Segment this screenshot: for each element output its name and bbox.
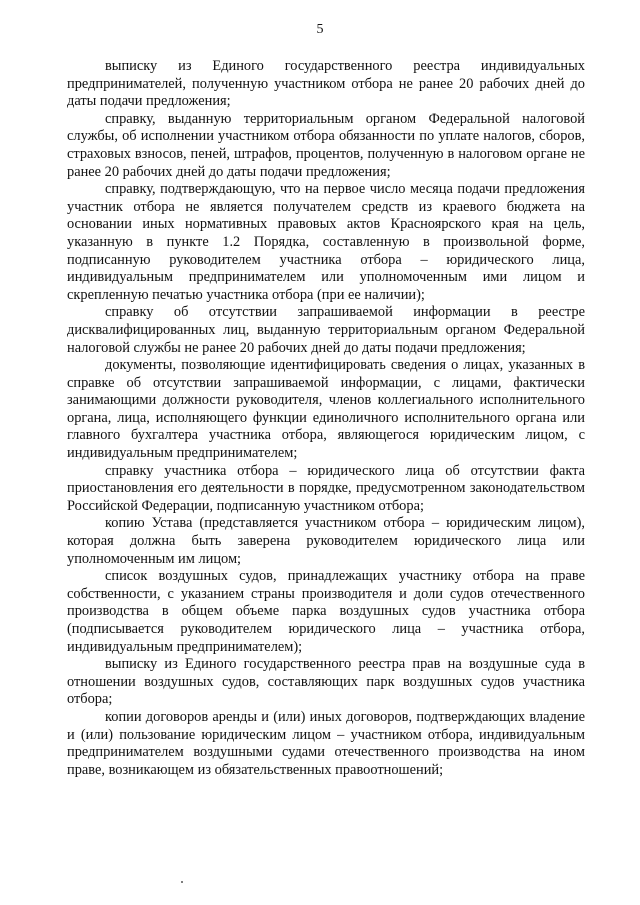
paragraph-aircraft-registry-extract: выписку из Единого государственного реестра прав на воздушные суда в отношении воздушных судов, составляющих парк воздушных судов участника отбора;	[67, 656, 585, 708]
page-number: 5	[316, 22, 324, 37]
paragraph-charter-copy: копию Устава (представляется участником отбора – юридическим лицом), которая должна быть заверена руководителем юридического лица или уполномоченным им лицом;	[67, 515, 585, 567]
paragraph-lease-agreements: копии договоров аренды и (или) иных договоров, подтверждающих владение и (или) пользование юридическим лицом – участником отбора, индивидуальным предпринимателем воздушными судами отечественного производства на ином праве, возникающем из обязательственных правоотношений;	[67, 708, 585, 778]
paragraph-tax-certificate: справку, выданную территориальным органом Федеральной налоговой службы, об исполнении участником отбора обязанности по уплате налогов, сборов, страховых взносов, пеней, штрафов, процентов, полученную в налоговом органе не ранее 20 рабочих дней до даты подачи предложения;	[67, 110, 585, 180]
scan-artifact	[181, 881, 183, 883]
document-body	[67, 58, 585, 779]
paragraph-aircraft-list: список воздушных судов, принадлежащих участнику отбора на праве собственности, с указанием страны производителя и доли судов отечественного производства в общем объеме парка воздушных судов участника отбора (подписывается руководителем юридического лица – участника отбора, индивидуальным предпринимателем);	[67, 568, 585, 655]
paragraph-no-suspension-certificate: справку участника отбора – юридического лица об отсутствии факта приостановления его деятельности в порядке, предусмотренном законодательством Российской Федерации, подписанную участником отбора;	[67, 462, 585, 514]
paragraph-no-budget-funds-certificate: справку, подтверждающую, что на первое число месяца подачи предложения участник отбора не является получателем средств из краевого бюджета на основании иных нормативных правовых актов Красноярского края на цель, указанную в пункте 1.2 Порядка, составленную в произвольной форме, подписанную руководителем участника отбора – юридического лица, индивидуальным предпринимателем или уполномоченным ими лицом и скрепленную печатью участника отбора (при ее наличии);	[67, 181, 585, 303]
paragraph-egrip-extract: выписку из Единого государственного реестра индивидуальных предпринимателей, полученную участником отбора не ранее 20 рабочих дней до даты подачи предложения;	[67, 58, 585, 110]
paragraph-disqualified-persons-certificate: справку об отсутствии запрашиваемой информации в реестре дисквалифицированных лиц, выданную территориальным органом Федеральной налоговой службы не ранее 20 рабочих дней до даты подачи предложения;	[67, 304, 585, 356]
paragraph-identification-documents: документы, позволяющие идентифицировать сведения о лицах, указанных в справке об отсутствии запрашиваемой информации, с лицами, фактически занимающими должности руководителя, членов коллегиального исполнительного органа, лица, исполняющего функции единоличного исполнительного органа или главного бухгалтера участника отбора, являющегося юридическим лицом, с индивидуальным предпринимателем;	[67, 357, 585, 462]
